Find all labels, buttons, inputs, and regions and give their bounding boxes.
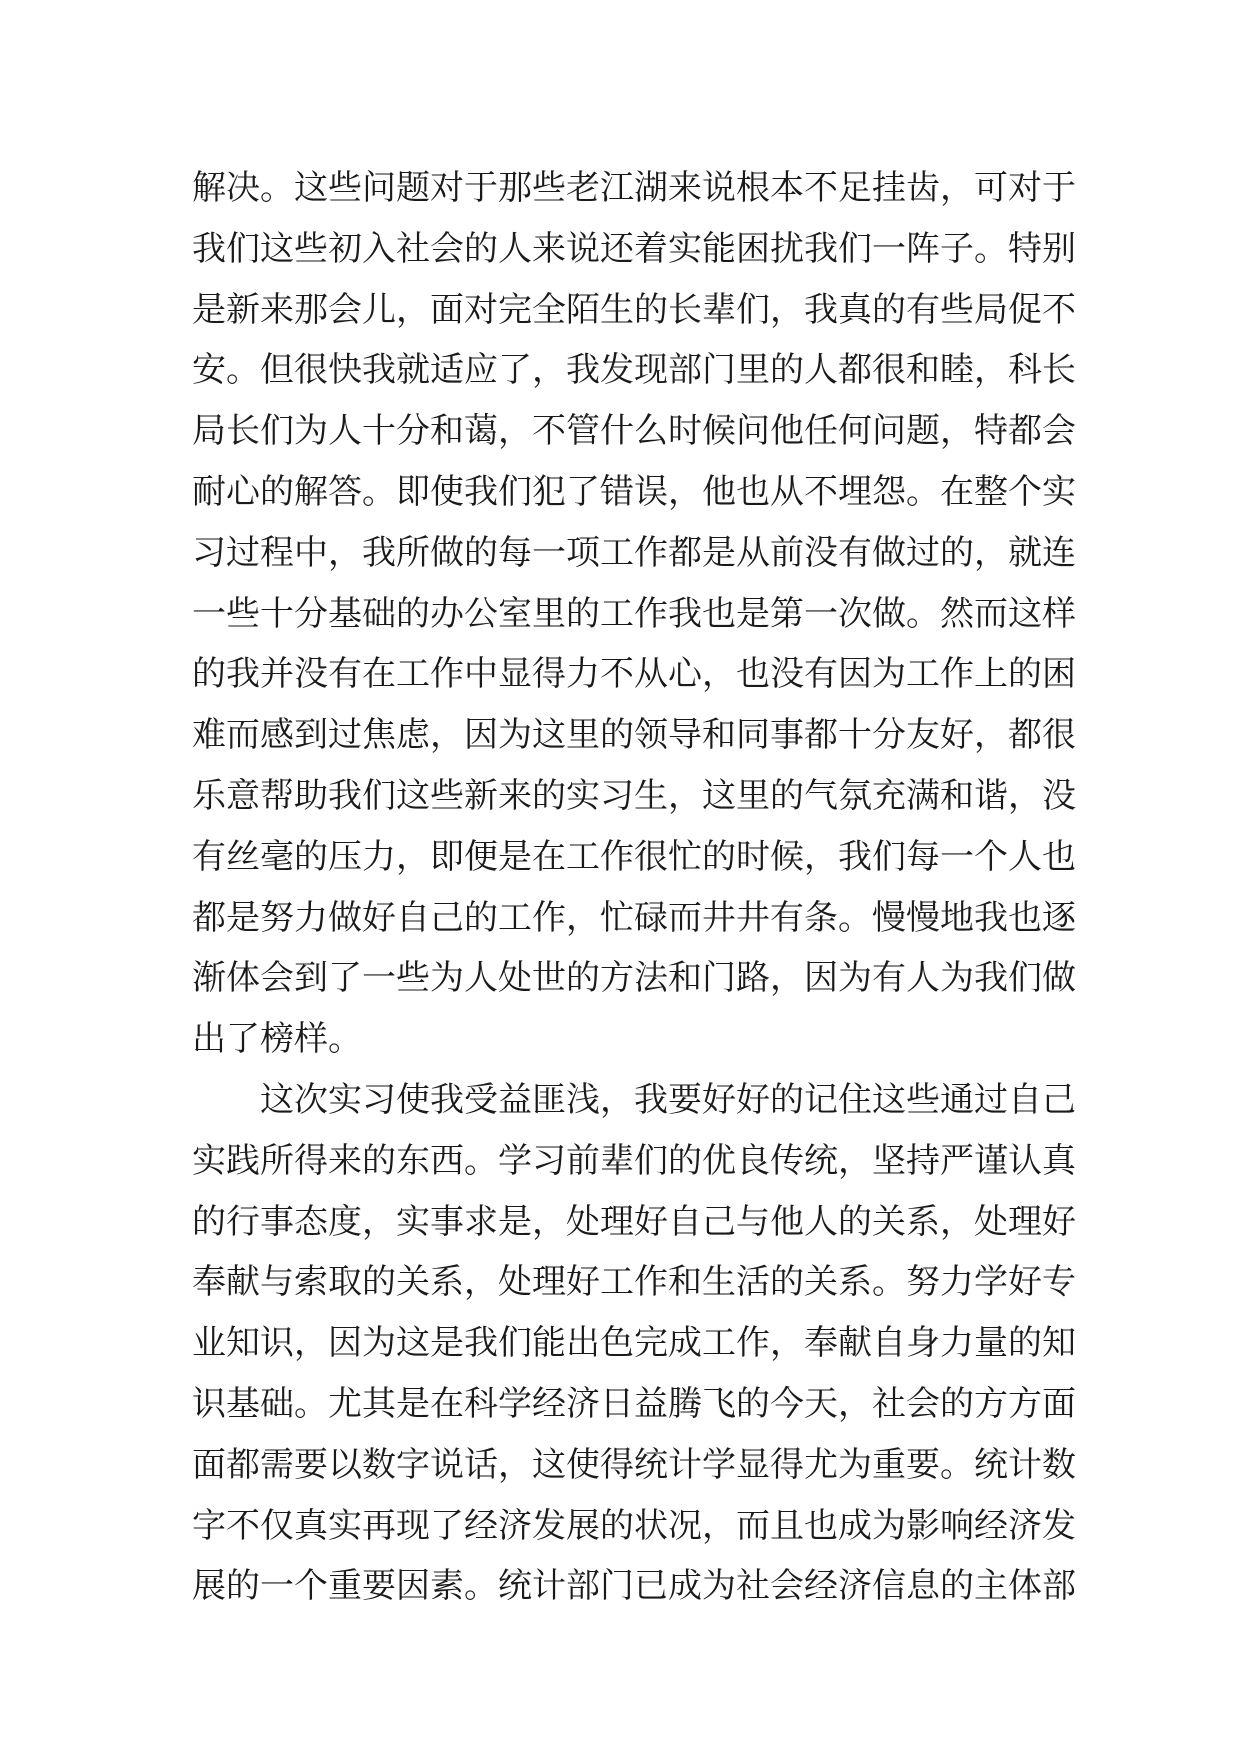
paragraph-1 bbox=[192, 158, 1076, 1070]
text-line: 一些十分基础的办公室里的工作我也是第一次做。然而这样 bbox=[192, 593, 1076, 634]
text-line: 出了榜样。 bbox=[192, 1019, 362, 1060]
text-line: 面都需要以数字说话，这使得统计学显得尤为重要。统计数 bbox=[192, 1444, 1076, 1485]
text-line: 我们这些初入社会的人来说还着实能困扰我们一阵子。特别 bbox=[192, 228, 1076, 269]
text-line: 有丝毫的压力，即便是在工作很忙的时候，我们每一个人也 bbox=[192, 836, 1076, 877]
text-line: 耐心的解答。即使我们犯了错误，他也从不埋怨。在整个实 bbox=[192, 471, 1076, 512]
body-text bbox=[192, 158, 1076, 1617]
text-line: 识基础。尤其是在科学经济日益腾飞的今天，社会的方方面 bbox=[192, 1383, 1076, 1424]
text-line: 业知识，因为这是我们能出色完成工作，奉献自身力量的知 bbox=[192, 1323, 1076, 1364]
text-line: 的我并没有在工作中显得力不从心，也没有因为工作上的困 bbox=[192, 654, 1076, 695]
text-line: 展的一个重要因素。统计部门已成为社会经济信息的主体部 bbox=[192, 1566, 1076, 1607]
paragraph-2 bbox=[192, 1070, 1076, 1617]
text-line: 难而感到过焦虑，因为这里的领导和同事都十分友好，都很 bbox=[192, 715, 1076, 756]
text-line: 这次实习使我受益匪浅，我要好好的记住这些通过自己 bbox=[260, 1079, 1076, 1120]
text-line: 渐体会到了一些为人处世的方法和门路，因为有人为我们做 bbox=[192, 958, 1076, 999]
text-line: 奉献与索取的关系，处理好工作和生活的关系。努力学好专 bbox=[192, 1262, 1076, 1303]
text-line: 局长们为人十分和蔼，不管什么时候问他任何问题，特都会 bbox=[192, 411, 1076, 452]
text-line: 的行事态度，实事求是，处理好自己与他人的关系，处理好 bbox=[192, 1201, 1076, 1242]
text-line: 解决。这些问题对于那些老江湖来说根本不足挂齿，可对于 bbox=[192, 168, 1076, 208]
text-line: 习过程中，我所做的每一项工作都是从前没有做过的，就连 bbox=[192, 532, 1076, 573]
text-line: 都是努力做好自己的工作，忙碌而井井有条。慢慢地我也逐 bbox=[192, 897, 1076, 938]
text-line: 安。但很快我就适应了，我发现部门里的人都很和睦，科长 bbox=[192, 350, 1076, 391]
text-line: 乐意帮助我们这些新来的实习生，这里的气氛充满和谐，没 bbox=[192, 775, 1076, 816]
text-line: 字不仅真实再现了经济发展的状况，而且也成为影响经济发 bbox=[192, 1505, 1076, 1546]
text-line: 实践所得来的东西。学习前辈们的优良传统，坚持严谨认真 bbox=[192, 1140, 1076, 1181]
text-line: 是新来那会儿，面对完全陌生的长辈们，我真的有些局促不 bbox=[192, 289, 1076, 330]
